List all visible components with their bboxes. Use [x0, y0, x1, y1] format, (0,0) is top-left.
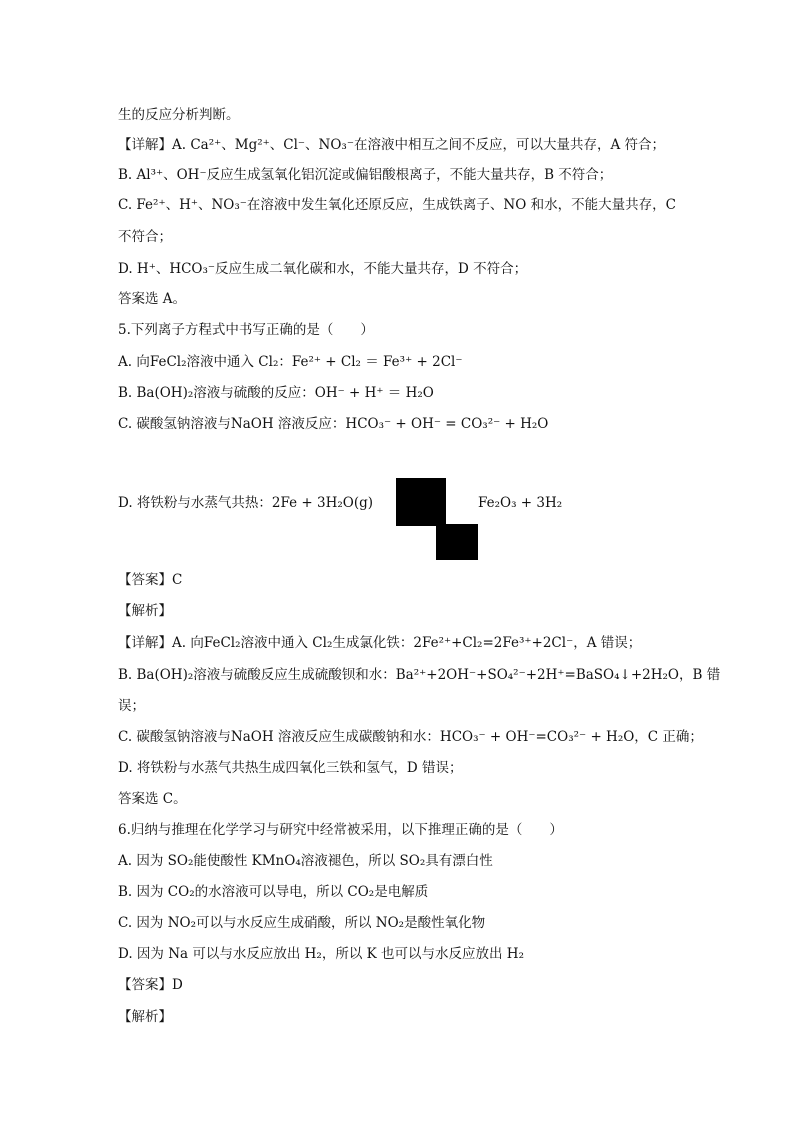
text-line-4: C. Fe²⁺、H⁺、NO₃⁻在溶液中发生氧化还原反应，生成铁离子、NO 和水，不能大量共存，C — [118, 197, 676, 213]
q5-analysis-heading: 【解析】 — [118, 603, 172, 619]
text-line-2: 【详解】A. Ca²⁺、Mg²⁺、Cl⁻、NO₃⁻在溶液中相互之间不反应，可以大量共存，A 符合； — [118, 137, 665, 153]
equation-condition-image — [396, 478, 446, 526]
q5-detail-c: C. 碳酸氢钠溶液与NaOH 溶液反应生成碳酸钠和水：HCO₃⁻ + OH⁻=CO₃²⁻ + H₂O，C 正确； — [118, 729, 703, 745]
q5-detail-d: D. 将铁粉与水蒸气共热生成四氧化三铁和氢气，D 错误； — [118, 760, 463, 776]
q5-option-d-products: Fe₂O₃ + 3H₂ — [478, 495, 563, 511]
question-5-title: 5.下列离子方程式中书写正确的是（ ） — [118, 322, 374, 338]
q5-detail-a: 【详解】A. 向FeCl₂溶液中通入 Cl₂生成氯化铁：2Fe²⁺+Cl₂=2Fe³⁺+2Cl⁻，A 错误； — [118, 635, 642, 651]
q6-option-b: B. 因为 CO₂的水溶液可以导电，所以 CO₂是电解质 — [118, 884, 429, 900]
q6-option-c: C. 因为 NO₂可以与水反应生成硝酸，所以 NO₂是酸性氧化物 — [118, 915, 486, 931]
q5-detail-b-cont: 误； — [118, 698, 145, 714]
q5-option-b: B. Ba(OH)₂溶液与硫酸的反应：OH⁻ + H⁺ ＝ H₂O — [118, 385, 434, 401]
text-line-1: 生的反应分析判断。 — [118, 107, 240, 123]
q5-answer-choice: 答案选 C。 — [118, 791, 187, 807]
equation-condition-image-part — [436, 524, 478, 560]
q5-option-d: D. 将铁粉与水蒸气共热：2Fe + 3H₂O(g) — [118, 495, 374, 511]
answer-line-4: 答案选 A。 — [118, 291, 187, 307]
q5-detail-b: B. Ba(OH)₂溶液与硫酸反应生成硫酸钡和水：Ba²⁺+2OH⁻+SO₄²⁻+2H⁺=BaSO₄↓+2H₂O，B 错 — [118, 667, 721, 683]
text-line-3: B. Al³⁺、OH⁻反应生成氢氧化铝沉淀或偏铝酸根离子，不能大量共存，B 不符合； — [118, 167, 613, 183]
text-line-6: D. H⁺、HCO₃⁻反应生成二氧化碳和水，不能大量共存，D 不符合； — [118, 261, 528, 277]
q6-option-a: A. 因为 SO₂能使酸性 KMnO₄溶液褪色，所以 SO₂具有漂白性 — [118, 853, 493, 869]
text-line-5: 不符合； — [118, 229, 172, 245]
q6-answer-heading: 【答案】D — [118, 977, 183, 993]
q6-analysis-heading: 【解析】 — [118, 1009, 172, 1025]
q5-option-c: C. 碳酸氢钠溶液与NaOH 溶液反应：HCO₃⁻ + OH⁻ = CO₃²⁻ + H₂O — [118, 416, 549, 432]
q5-option-a: A. 向FeCl₂溶液中通入 Cl₂：Fe²⁺ + Cl₂ ＝ Fe³⁺ + 2Cl⁻ — [118, 354, 463, 370]
question-6-title: 6.归纳与推理在化学学习与研究中经常被采用，以下推理正确的是（ ） — [118, 822, 563, 838]
q5-answer-heading: 【答案】C — [118, 572, 183, 588]
q6-option-d: D. 因为 Na 可以与水反应放出 H₂，所以 K 也可以与水反应放出 H₂ — [118, 946, 524, 962]
